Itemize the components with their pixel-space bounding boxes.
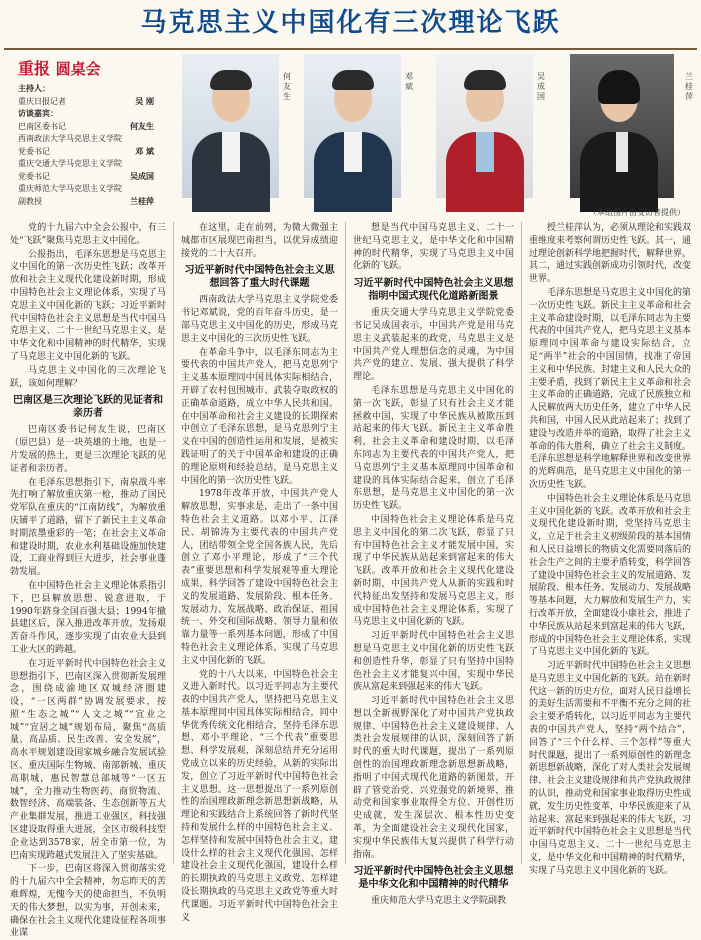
paragraph: 习近平新时代中国特色社会主义思想是马克思主义中国化新的历史性飞跃和创造性升华，彰显了只有坚持中国特色社会主义才能复兴中国，实现中华民族从富起来到强起来的伟大飞跃。 [353,631,514,693]
photo-name-label: 何友生 [283,72,291,101]
guest-name: 邓 斌 [135,146,154,156]
paragraph: 下一步，巴南区将深入贯彻落实党的十九届六中全会精神，勿忘昨天的苦难辉煌，无愧今天的使命担当，不负明天的伟大梦想，以实为事，开创未来，确保在社会主义现代化建设征程各项事业谋 [10,864,166,939]
photo-portrait [304,54,401,198]
paragraph: 在革命斗争中，以毛泽东同志为主要代表的中国共产党人，把马克思列宁主义基本原理同中国具体实际相结合，开辟了农村包围城市、武装夺取政权的正确革命道路，成立中华人民共和国。在中国革命和社会主义建设的长期探索中创立了毛泽东思想，是马克思列宁主义在中国的创造性运用和发展，是被实践证明了的关于中国革命和建设的正确的理论原则和经验总结，是马克思主义中国化的第一次历史性飞跃。 [181,347,338,486]
photo-caption: （本组图片由受访者提供） [589,208,685,217]
paragraph: 公报指出，毛泽东思想是马克思主义中国化的第一次历史性飞跃；改革开放和社会主义现代化建设新时期，形成中国特色社会主义理论体系，实现了马克思主义中国化新的飞跃；习近平新时代中国特色社会主义思想是当代中国马克思主义、二十一世纪马克思主义，是中华文化和中国精神的时代精华，实现了马克思主义中国化新的飞跃。 [10,249,166,362]
guest-org: 重庆交通大学马克思主义学院党委书记 [18,159,122,181]
paragraph: 在习近平新时代中国特色社会主义思想指引下，巴南区深入贯彻新发展理念，围绕成渝地区双城经济圈建设，“一区两群”协调发展要求，按照“生态之城”“人文之城”“宜业之城”“宜居之城”规划布局，聚焦“高质量、高品质、民生改善、安全发展”，高水平规划建设国家城乡融合发展试验区、重庆国际生物城、南部新城、重庆高职城，惠民智慧总部城等“一区五城”，全力推动生物医药、商贸物流、数智经济、高端装备、生态创新等五大产业集群发展，推进工业强区，科技强区建设取得重大进展，全区市级科技型企业达到3578家，居全市第一位，为巴南实现跨越式发展注入了坚实基础。 [10,658,166,861]
paragraph: 重庆交通大学马克思主义学院党委书记吴成国表示，中国共产党是用马克思主义武装起来的政党，马克思主义是中国共产党人理想信念的灵魂，为中国共产党的建立、发展、强大提供了科学理论。 [353,308,514,383]
host-label: 主持人： [18,84,50,93]
guest-name: 何友生 [130,121,154,131]
paragraph: 1978年改革开放，中国共产党人解放思想，实事求是，走出了一条中国特色社会主义道路。以邓小平、江泽民、胡锦涛为主要代表的中国共产党人，团结带领全党全国各族人民，先后创立了邓小平理论，形成了“三个代表”重要思想和科学发展观等重大理论成果，科学回答了建设中国特色社会主义的发展道路、发展阶段、根本任务、发展动力、发展战略、政治保证、祖国统一、外交和国际战略、领导力量和依靠力量等一系列基本问题，形成了中国特色社会主义理论体系，实现了马克思主义中国化新的飞跃。 [181,489,338,666]
article-column-1 [10,222,166,939]
brand-logo [18,56,154,79]
photo-portrait [570,54,674,198]
photo-portrait [182,54,279,198]
subheading: 习近平新时代中国特色社会主义思想是中华文化和中国精神的时代精华 [353,866,514,891]
paragraph: 马克思主义中国化的三次理论飞跃，该如何理解？ [10,365,166,389]
photo-name-label: 兰桂萍 [685,72,693,101]
paragraph: 在毛泽东思想指引下，南泉战斗率先打响了解放重庆第一枪，推动了国民党军队在重庆的“江南防线”，为解放重庆铺平了道路，留下了新民主主义革命时期浓墨重彩的一笔；在社会主义革命和建设时期，农业水利基础设施加快建设，工商业得到巨大进步，社会事业蓬勃发展。 [10,477,166,578]
paragraph: 中国特色社会主义理论体系是马克思主义中国化的第二次飞跃，彰显了只有中国特色社会主义才能发展中国，实现了中华民族从站起来到富起来的伟大飞跃。改革开放和社会主义现代化建设新时期，中国共产党人从新的实践和时代特征出发坚持和发展马克思主义，形成中国特色社会主义理论体系，实现了马克思主义中国化新的飞跃。 [353,514,514,628]
top-rule [4,48,697,50]
host-name: 吴 刚 [135,96,154,106]
guest-org: 重庆师范大学马克思主义学院副教授 [18,184,122,206]
paragraph: 重庆师范大学马克思主义学院副教 [371,896,507,907]
paragraph: 习近平新时代中国特色社会主义思想以全新视野深化了对中国共产党执政规律、中国特色社会主义建设规律、人类社会发展规律的认识，深刻回答了新时代的重大时代课题，提出了一系列原创性的治国理政新理念新思想新战略，指明了中国式现代化道路的新图景，开辟了管党治党、兴党强党的新境界，推动党和国家事业取得全方位、开创性历史成就，发生深层次、根本性历史变革，为全面建设社会主义现代化国家，实现中华民族伟大复兴提供了科学行动指南。 [353,696,514,860]
paragraph: 在这里，走在前列，为微大微强主城都市区展现巴南担当，以优异成绩迎接党的二十大召开。 [181,223,338,259]
paragraph: 授兰桂萍认为，必须从理论和实践双重维度来考察何谓历史性飞跃。其一，通过理论创新科学地把握时代，解释世界。其二，通过实践创新成功引领时代，改变世界。 [529,223,692,285]
subheading: 巴南区是三次理论飞跃的见证者和亲历者 [13,395,163,420]
article-column-4 [529,222,692,876]
host-org: 重庆日报记者 [18,96,66,106]
paragraph: 巴南区委书记何友生说，巴南区（原巴县）是一块英雄的土地，也是一片发展的热土，更是三次理论飞跃的见证者和亲历者。 [10,425,166,474]
paragraph: 党的十八大以来，中国特色社会主义进入新时代。以习近平同志为主要代表的中国共产党人，坚持把马克思主义基本原理同中国具体实际相结合，同中华优秀传统文化相结合，坚持毛泽东思想、邓小平理论、“三个代表”重要思想、科学发展观，深刻总结并充分运用党成立以来的历史经验，从新的实际出发，创立了习近平新时代中国特色社会主义思想。这一思想提出了一系列原创性的治国理政新理念新思想新战略，从理论和实践结合上系统回答了新时代坚持和发展什么样的中国特色社会主义、怎样坚持和发展中国特色社会主义，建设什么样的社会主义现代化强国、怎样建设社会主义现代化强国，建设什么样的长期执政的马克思主义政党、怎样建设长期执政的马克思主义政党等重大时代课题。习近平新时代中国特色社会主义 [181,669,338,923]
subheading: 习近平新时代中国特色社会主义思想指明中国式现代化道路新图景 [353,278,514,303]
guest-name: 吴成国 [130,171,154,181]
guest-org: 巴南区委书记 [18,121,66,131]
paragraph: 中国特色社会主义理论体系是马克思主义中国化新的飞跃。改革开放和社会主义现代化建设新时期，党坚持马克思主义，立足于社会主义初级阶段的基本国情和人民日益增长的物质文化需要同落后的社会生产之间的主要矛盾转变，科学回答了建设中国特色社会主义的发展道路、发展阶段、根本任务、发展动力、发展战略等基本问题，大力解放和发展生产力，实行改革开放，全面建设小康社会，推进了中华民族从站起来到富起来的伟大飞跃，形成的中国特色社会主义理论体系，实现了马克思主义中国化新的飞跃。 [529,493,692,658]
paragraph: 西南政法大学马克思主义学院党委书记邓斌说，党的百年奋斗历史，是一部马克思主义中国化的历史，形成马克思主义中国化的三次历史性飞跃。 [181,295,338,344]
headline: 马克思主义中国化有三次理论飞跃 [140,8,561,38]
paragraph: 习近平新时代中国特色社会主义思想是马克思主义中国化新的飞跃。站在新时代这一新的历史方位，面对人民日益增长的美好生活需要和不平衡不充分之间的社会主要矛盾转化，以习近平同志为主要代表的中国共产党人，坚持“两个结合”，回答了“三个什么样、三个怎样”等重大时代课题，提出了一系列原创性的新理念新思想新战略，深化了对人类社会发展规律、社会主义建设规律和共产党执政规律的认识，推动党和国家事业取得历史性成就，发生历史性变革，中华民族迎来了从站起来、富起来到强起来的伟大飞跃，习近平新时代中国特色社会主义思想是当代中国马克思主义、二十一世纪马克思主义，是中华文化和中国精神的时代精华，实现了马克思主义中国化新的飞跃。 [529,661,692,876]
guests-label: 访谈嘉宾： [18,109,58,118]
roundtable-sidebar [18,56,154,208]
paragraph: 在中国特色社会主义理论体系指引下，巴县解放思想、锐意进取，于1990年跻身全国百强大县；1994年撤县建区后，深入推进改革开放，发扬艰苦奋斗作风，逐步实现了由农业大县到工业大区的跨越。 [10,580,166,655]
article-column-2 [181,222,338,923]
photo-name-label: 邓斌 [405,72,413,91]
guest-org: 西南政法大学马克思主义学院党委书记 [18,134,122,156]
brand-sub: 圆桌会 [55,60,101,78]
guest-name: 兰桂萍 [130,196,154,206]
paragraph: 党的十九届六中全会公报中，有三处“飞跃”聚焦马克思主义中国化。 [10,223,166,246]
photo-name-label: 吴成国 [537,72,545,101]
paragraph: 毛泽东思想是马克思主义中国化的第一次飞跃，彰显了只有社会主义才能拯救中国，实现了中华民族从被欺压到站起来的伟大飞跃。新民主主义革命胜利，社会主义革命和建设时期，以毛泽东同志为主要代表的中国共产党人，把马克思列宁主义基本原理同中国革命和建设的具体实际结合起来，创立了毛泽东思想，是马克思主义中国化的第一次历史性飞跃。 [353,385,514,512]
photo-portrait [436,54,533,198]
brand-name: 重报 [18,59,51,78]
subheading: 习近平新时代中国特色社会主义思想回答了重大时代课题 [184,265,335,290]
paragraph: 毛泽东思想是马克思主义中国化的第一次历史性飞跃。新民主主义革命和社会主义革命建设时期，以毛泽东同志为主要代表的中国共产党人，把马克思主义基本原理同中国革命与建设实际结合，立足“两半”社会的中国国情，找准了帝国主义和中华民族、封建主义和人民大众的主要矛盾，找到了新民主主义革命和社会主义革命的正确道路，完成了民族独立和人民解放两大历史任务，建立了中华人民共和国，中国人民从此站起来了；找到了建设与改造并举的道路，取得了社会主义革命的伟大胜利，确立了社会主义制度。毛泽东思想是科学地解释世界和改变世界的光辉典范，是马克思主义中国化的第一次历史性飞跃。 [529,287,692,490]
paragraph: 想是当代中国马克思主义、二十一世纪马克思主义，是中华文化和中国精神的时代精华，实现了马克思主义中国化新的飞跃。 [353,223,514,272]
article-column-3 [353,222,514,907]
